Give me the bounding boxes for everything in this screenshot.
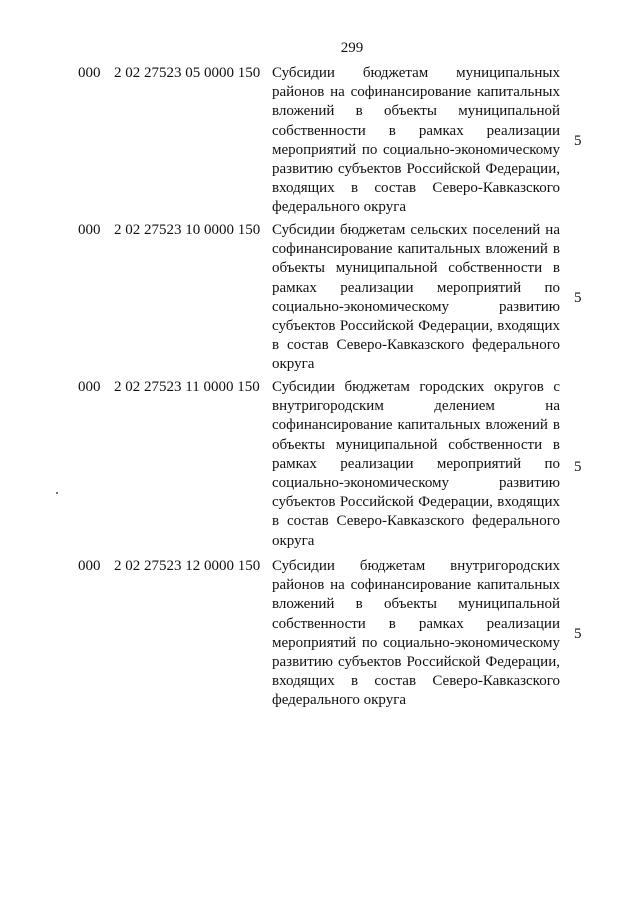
income-description: Субсидии бюджетам муниципальных районов на софинансирование капитальных вложений в объекты муниципальной собственности в рамках реализации мероприятий по социально-экономическому развитию субъектов Российской Федерации, входящих в состав Северо-Кавказского федерального округа bbox=[272, 65, 560, 216]
normative-rate: 5 bbox=[574, 626, 582, 642]
normative-rate: 5 bbox=[574, 459, 582, 475]
page-number: 299 bbox=[340, 40, 364, 56]
admin-code: 000 bbox=[78, 379, 101, 395]
income-description: Субсидии бюджетам внутригородских районов на софинансирование капитальных вложений в объекты муниципальной собственности в рамках реализации мероприятий по социально-экономическому развитию субъектов Российской Федерации, входящих в состав Северо-Кавказского федерального округа bbox=[272, 558, 560, 709]
budget-classification-code: 2 02 27523 11 0000 150 bbox=[114, 379, 260, 395]
budget-classification-code: 2 02 27523 10 0000 150 bbox=[114, 222, 261, 238]
income-description: Субсидии бюджетам сельских поселений на софинансирование капитальных вложений в объекты муниципальной собственности в рамках реализации мероприятий по социально-экономическому развитию субъектов Российской Федерации, входящих в состав Северо-Кавказского федерального округа bbox=[272, 222, 560, 373]
budget-classification-code: 2 02 27523 12 0000 150 bbox=[114, 558, 261, 574]
income-description: Субсидии бюджетам городских округов с внутригородским делением на софинансирование капитальных вложений в объекты муниципальной собственности в рамках реализации мероприятий по социально-экономическому развитию субъектов Российской Федерации, входящих в состав Северо-Кавказского федерального округа bbox=[272, 379, 560, 549]
normative-rate: 5 bbox=[574, 133, 582, 149]
budget-classification-code: 2 02 27523 05 0000 150 bbox=[114, 65, 261, 81]
admin-code: 000 bbox=[78, 558, 101, 574]
admin-code: 000 bbox=[78, 222, 101, 238]
scan-speck bbox=[56, 492, 58, 494]
admin-code: 000 bbox=[78, 65, 101, 81]
normative-rate: 5 bbox=[574, 290, 582, 306]
